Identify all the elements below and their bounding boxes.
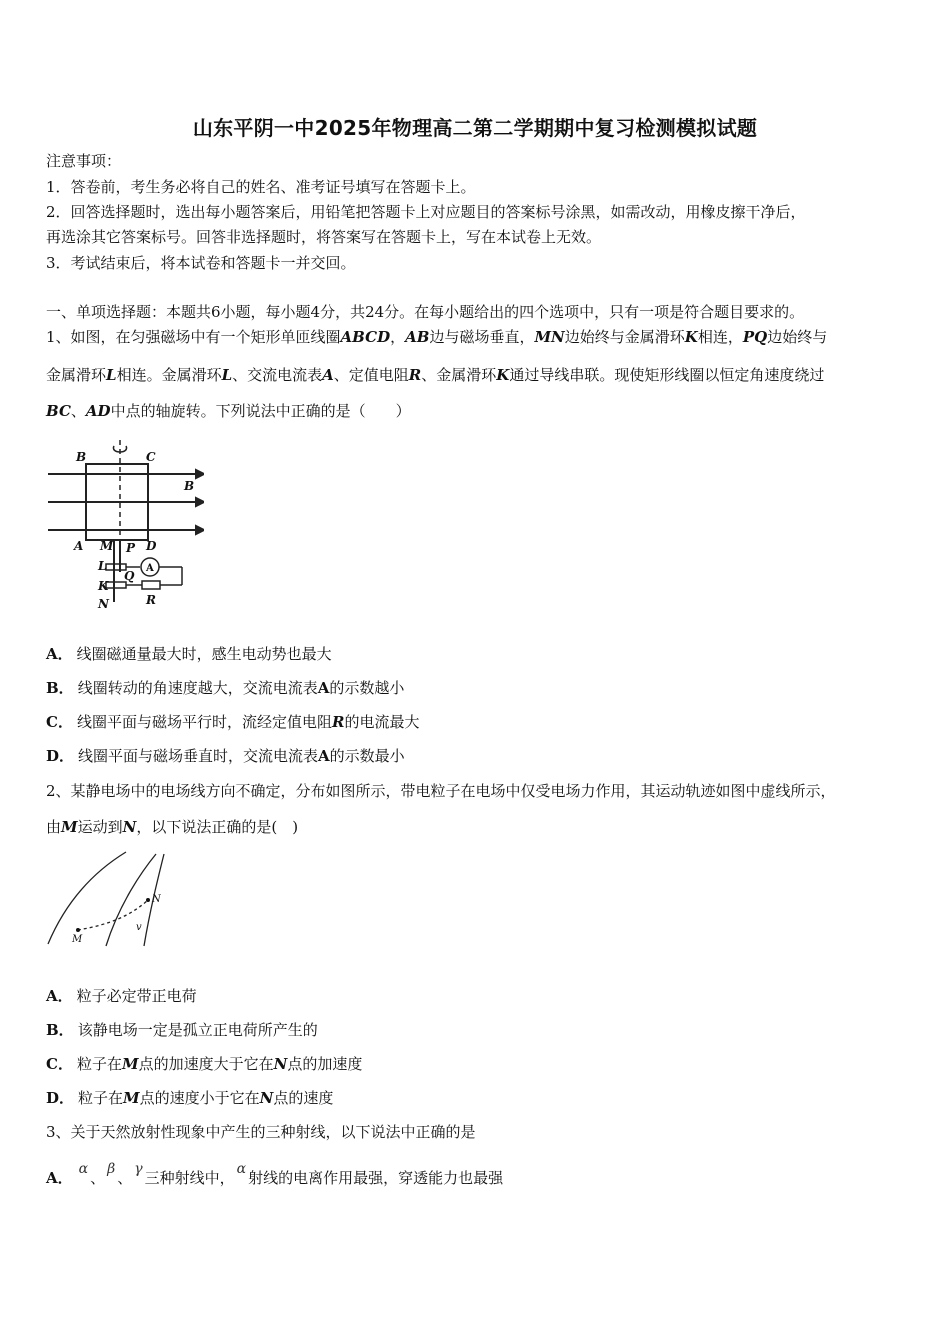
slip-ring-k xyxy=(106,582,126,588)
beta-symbol: β xyxy=(107,1161,116,1177)
q1-option-a: A． 线圈磁通量最大时，感生电动势也最大 xyxy=(46,645,332,663)
q3-stem: 3、关于天然放射性现象中产生的三种射线，以下说法中正确的是 xyxy=(46,1123,476,1141)
q2-stem-line1: 2、某静电场中的电场线方向不确定，分布如图所示，带电粒子在电场中仅受电场力作用，其运动轨迹如图中虚线所示， xyxy=(46,782,836,800)
field-line xyxy=(48,852,126,944)
label-k: K xyxy=(98,579,109,593)
q2-field-figure xyxy=(44,850,174,950)
q1-option-c: C． 线圈平面与磁场平行时，流经定值电阻R的电流最大 xyxy=(46,713,420,731)
section-heading: 一、单项选择题：本题共6小题，每小题4分，共24分。在每小题给出的四个选项中，只有一项是符合题目要求的。 xyxy=(46,303,805,321)
notice-item-3: 3．考试结束后，将本试卷和答题卡一并交回。 xyxy=(46,254,356,272)
q1-stem-line2: 金属滑环L相连。金属滑环L、交流电流表A、定值电阻R、金属滑环K通过导线串联。现使矩形线圈以恒定角速度绕过 xyxy=(46,366,825,384)
label-r: R xyxy=(146,593,156,607)
label-m: M xyxy=(72,934,83,945)
field-arrow-icon xyxy=(196,498,204,506)
label-l: L xyxy=(98,559,107,573)
ammeter-label: A xyxy=(146,563,154,574)
alpha-symbol: α xyxy=(236,1161,247,1177)
field-arrow-icon xyxy=(196,526,204,534)
notice-heading: 注意事项： xyxy=(46,152,122,170)
resistor-icon xyxy=(142,581,160,589)
label-a: A xyxy=(74,539,84,553)
notice-item-2: 2．回答选择题时，选出每小题答案后，用铅笔把答题卡上对应题目的答案标号涂黑，如需改动，用橡皮擦干净后， xyxy=(46,203,806,221)
q2-option-c: C． 粒子在M点的加速度大于它在N点的加速度 xyxy=(46,1055,363,1073)
label-n: N xyxy=(98,597,109,611)
q1-option-d: D． 线圈平面与磁场垂直时，交流电流表A的示数最小 xyxy=(46,747,405,765)
q3-option-a: A． α 、 β 、 γ 三种射线中， α 射线的电离作用最强，穿透能力也最强 xyxy=(46,1161,504,1187)
label-d: D xyxy=(146,539,157,553)
field-arrow-icon xyxy=(196,470,204,478)
q2-option-a: A． 粒子必定带正电荷 xyxy=(46,987,197,1005)
label-b: B xyxy=(76,450,87,464)
label-m: M xyxy=(100,539,114,553)
notice-item-2-cont: 再选涂其它答案标号。回答非选择题时，将答案写在答题卡上，写在本试卷上无效。 xyxy=(46,228,602,246)
q2-option-b: B． 该静电场一定是孤立正电荷所产生的 xyxy=(46,1021,318,1039)
label-q: Q xyxy=(124,569,135,583)
alpha-symbol: α xyxy=(78,1161,89,1177)
point-n xyxy=(146,898,150,902)
label-p: P xyxy=(126,541,136,555)
label-n: N xyxy=(152,894,161,905)
q2-stem-line2: 由M运动到N，以下说法正确的是( ) xyxy=(46,818,299,836)
q1-coil-figure xyxy=(44,436,204,616)
q1-stem-line1: 1、如图，在匀强磁场中有一个矩形单匝线圈ABCD，AB边与磁场垂直，MN边始终与金属滑环K相连，PQ边始终与 xyxy=(46,328,828,346)
page-title: 山东平阴一中2025年物理高二第二学期期中复习检测模拟试题 xyxy=(192,116,758,140)
gamma-symbol: γ xyxy=(134,1161,143,1177)
point-m xyxy=(76,928,80,932)
label-c: C xyxy=(146,450,156,464)
q1-option-b: B． 线圈转动的角速度越大，交流电流表A的示数越小 xyxy=(46,679,405,697)
label-field: B xyxy=(184,479,195,493)
q1-stem-line3: BC、AD中点的轴旋转。下列说法中正确的是（ ） xyxy=(46,402,411,420)
label-v: v xyxy=(136,922,142,933)
notice-item-1: 1．答卷前，考生务必将自己的姓名、准考证号填写在答题卡上。 xyxy=(46,178,476,196)
q2-option-d: D． 粒子在M点的速度小于它在N点的速度 xyxy=(46,1089,334,1107)
slip-ring-l xyxy=(106,564,126,570)
